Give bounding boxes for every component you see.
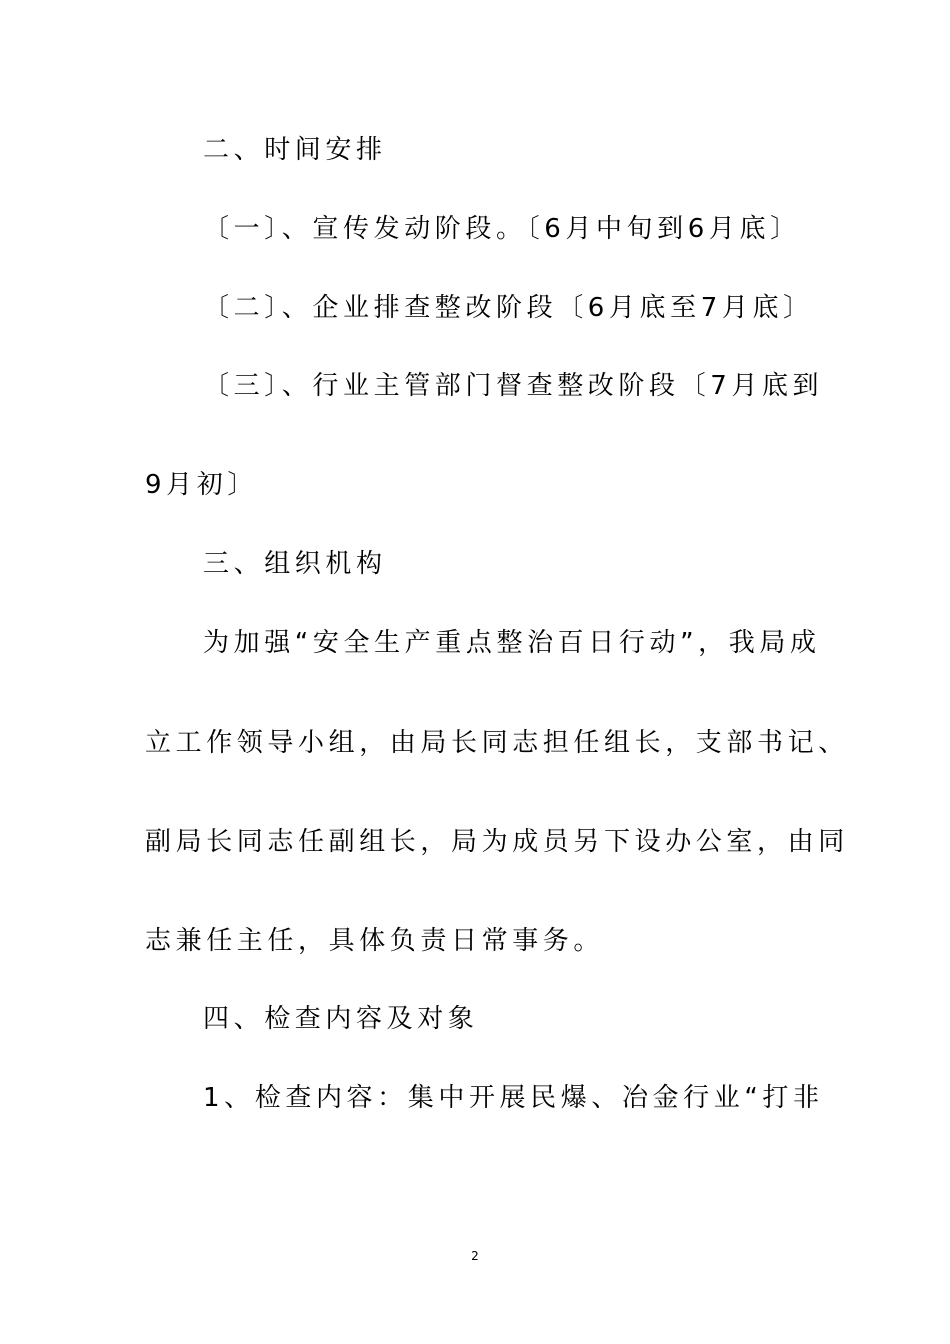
schedule-item-1: 〔一〕、宣传发动阶段。〔6月中旬到6月底〕 — [203, 214, 801, 244]
page-number: 2 — [471, 1249, 479, 1263]
schedule-item-3: 〔三〕、行业主管部门督查整改阶段〔7月底到 — [203, 371, 824, 401]
section-heading-inspection: 四、检查内容及对象 — [203, 1004, 479, 1034]
paragraph-line: 为加强“安全生产重点整治百日行动”，我局成 — [203, 628, 821, 658]
paragraph-line: 副局长同志任副组长，局为成员另下设办公室，由同 — [145, 827, 849, 857]
section-heading-organization: 三、组织机构 — [203, 549, 387, 579]
paragraph-line: 志兼任主任，具体负责日常事务。 — [145, 926, 605, 956]
schedule-item-2: 〔二〕、企业排查整改阶段〔6月底至7月底〕 — [203, 293, 814, 323]
section-heading-time-schedule: 二、时间安排 — [203, 135, 387, 165]
paragraph-line: 1、检查内容：集中开展民爆、冶金行业“打非 — [203, 1083, 824, 1113]
schedule-item-3-continued: 9月初〕 — [145, 470, 258, 500]
paragraph-line: 立工作领导小组，由局长同志担任组长，支部书记、 — [145, 728, 849, 758]
